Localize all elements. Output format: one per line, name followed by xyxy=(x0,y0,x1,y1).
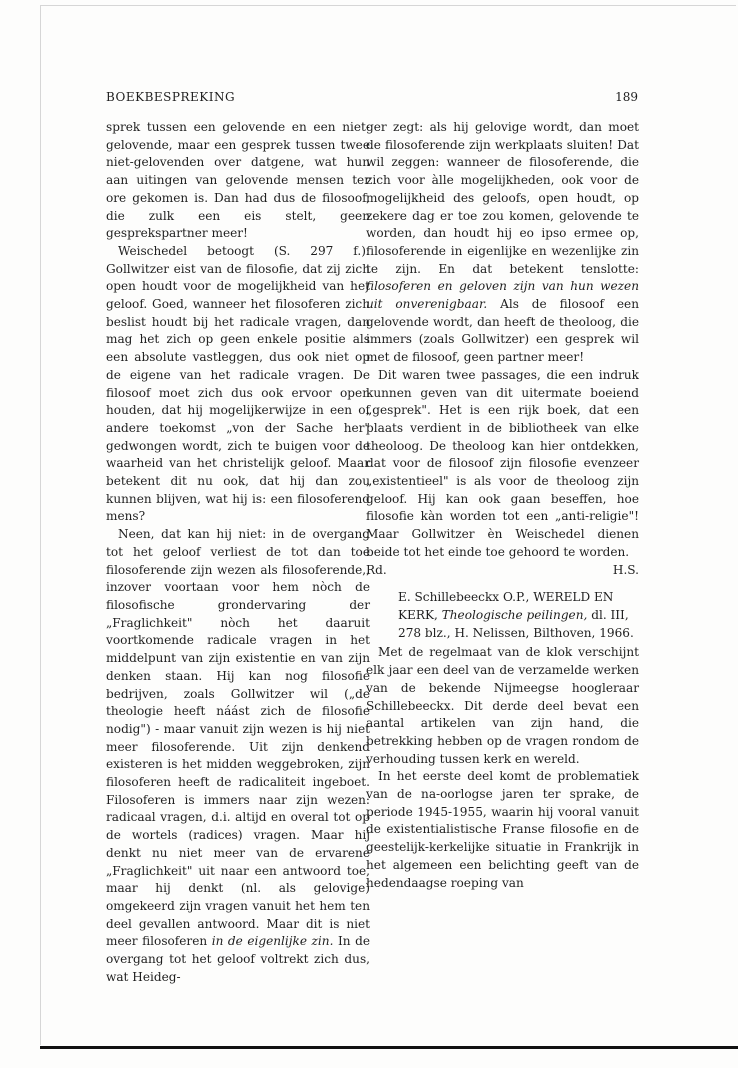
signature-right: H.S. xyxy=(612,562,639,577)
page-edge-left xyxy=(40,5,41,1045)
paragraph: Met de regelmaat van de klok verschijnt elk jaar een deel van de verzamelde werken van de bekende Nijmeegse hoogleraar Schillebeeckx. Dit derde deel bevat een aantal artikelen van zijn hand, die betrekking hebben op de vragen rondom de verhouding tussen kerk en wereld. xyxy=(366,645,639,766)
signature-left: Rd. xyxy=(366,562,387,577)
page-edge-top xyxy=(40,5,736,6)
paragraph: Weischedel betoogt (S. 297 f.): Gollwitzer eist van de filosofie, dat zij zich open houdt voor de mogelijkheid van het geloof. Goed, wanneer het filosoferen zich beslist houdt bij het radicale vragen, dan mag het zich op geen enkele positie als een absolute vastleggen, dus ook niet op de eigene van het radicale vragen. De filosoof moet zich dus ook ervoor open houden, dat hij mogelijkerwijze in een of andere toekomst „von der Sache her" gedwongen wordt, zich te buigen voor de waarheid van het christelijk geloof. Maar betekent dit nu ook, dat hij dan zou kunnen blijven, wat hij is: een filosoferend mens? xyxy=(106,243,370,524)
right-column xyxy=(366,119,639,892)
review-heading xyxy=(398,589,639,642)
running-header: BOEKBESPREKING xyxy=(106,90,236,104)
text-run: Als de filosoof een gelovende wordt, dan heeft de theoloog, die immers (zoals Gollwitzer) een gesprek wil met de filosoof, geen partner meer! xyxy=(366,297,639,365)
italic-text: Theologische peilingen, xyxy=(441,607,588,622)
text-run: ger zegt: als hij gelovige wordt, dan moet de filosoferende zijn werkplaats sluiten! Dat wil zeggen: wanneer de filosoferende, die zich voor àlle mogelijkheden, ook voor de mogelijkheid des geloofs, open houdt, op zekere dag er toe zou komen, gelovende te worden, dan houdt hij eo ipso ermee op, filosoferende in eigenlijke en wezenlijke zin te zijn. En dat betekent tenslotte: xyxy=(366,120,639,276)
text-run: In de overgang tot het geloof voltrekt zich dus, wat Heideg- xyxy=(106,934,370,984)
paragraph: Dit waren twee passages, die een indruk kunnen geven van dit uitermate boeiend „gesprek". Het is een rijk boek, dat een plaats verdient in de bibliotheek van elke theoloog. De theoloog kan hier ontdekken, dat voor de filosoof zijn filosofie evenzeer „existentieel" is als voor de theoloog zijn geloof. Hij kan ook gaan beseffen, hoe filosofie kàn worden tot een „anti-religie"! Maar Gollwitzer èn Weischedel dienen beide tot het einde toe gehoord te worden. xyxy=(366,367,639,559)
page-edge-bottom xyxy=(40,1046,738,1049)
text-run: Neen, dat kan hij niet: in de overgang tot het geloof verliest de tot dan toe filosoferende zijn wezen als filosoferende,, inzover voortaan voor hem nòch de filosofische grondervaring der „Fraglichkeit" nòch het daaruit voortkomende radicale vragen in het middelpunt van zijn existentie en van zijn denken staan. Hij kan nog filosofie bedrijven, zoals Gollwitzer wil („de theologie heeft náást zich de filosofie nodig") - maar vanuit zijn wezen is hij niet meer filosoferende. Uit zijn denkend existeren is het midden weggebroken, zijn filosoferen heeft de radicaliteit ingeboet. Filosoferen is immers naar zijn wezen: radicaal vragen, d.i. altijd en overal tot op de wortels (radices) vragen. Maar hij denkt nu niet meer van de ervarene „Fraglichkeit" uit naar een antwoord toe, maar hij denkt (nl. als gelovige) omgekeerd zijn vragen vanuit het hem ten deel gevallen antwoord. Maar dit is niet meer filosoferen xyxy=(106,527,370,949)
italic-text: in de eigenlijke zin. xyxy=(211,934,334,949)
paragraph: sprek tussen een gelovende en een niet-gelovende, maar een gesprek tussen twee niet-gelovenden over datgene, wat hun aan uitingen van gelovende mensen ter ore gekomen is. Dan had dus de filosoof, die zulk een eis stelt, geen gesprekspartner meer! xyxy=(106,120,370,241)
italic-text: filosoferen en geloven zijn van hun wezen uit onverenigbaar. xyxy=(366,279,639,312)
left-column xyxy=(106,119,370,986)
paragraph xyxy=(106,526,370,986)
text-run: dl. III, 278 blz., H. Nelissen, Bilthoven, 1966. xyxy=(398,607,634,640)
paragraph xyxy=(366,119,639,367)
paragraph: In het eerste deel komt de problematiek van de na-oorlogse jaren ter sprake, de periode 1945-1955, waarin hij vooral vanuit de existentialistische Franse filosofie en de geestelijk-kerkelijke situatie in Frankrijk in het algemeen een belichting geeft van de hedendaagse roeping van xyxy=(366,769,639,890)
text-run: E. Schillebeeckx O.P., WERELD EN KERK, xyxy=(398,590,614,622)
page-number: 189 xyxy=(615,90,638,104)
signature-line xyxy=(366,562,639,580)
